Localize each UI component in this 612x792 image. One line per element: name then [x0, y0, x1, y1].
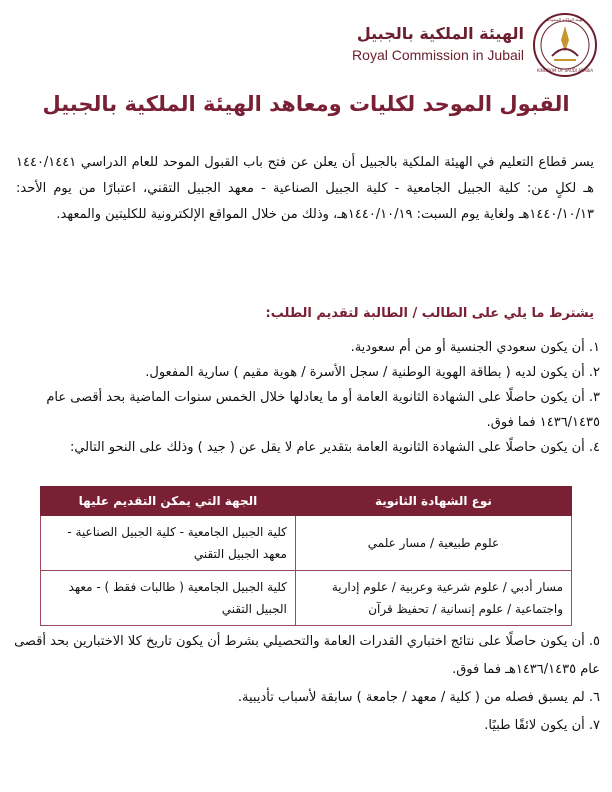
logo-text — [352, 24, 524, 64]
emblem-bottom-text: KINGDOM OF SAUDI ARABIA — [536, 68, 594, 73]
table-header: نوع الشهادة الثانوية — [295, 487, 571, 516]
intro-paragraph: يسر قطاع التعليم في الهيئة الملكية بالجبيل أن يعلن عن فتح باب القبول الموحد للعام الدراسي ١٤٤٠/١٤٤١ هـ لكلٍ من: كلية الجبيل الجامعية - كلية الجبيل الصناعية - معهد الجبيل التقني، اعتبارًا من يوم الأحد: ١٤٤٠/١٠/١٣هـ ولغاية يوم السبت: ١٤٤٠/١٠/١٩هـ، وذلك من خلال المواقع الإلكترونية للكليتين والمعهد. — [16, 155, 594, 222]
condition-item: ٤. أن يكون حاصلًا على الشهادة الثانوية العامة بتقدير عام لا يقل عن ( جيد ) وذلك على النحو التالي: — [69, 440, 600, 455]
conditions-title: يشترط ما يلي على الطالب / الطالبة لتقديم الطلب: — [265, 306, 594, 321]
table-cell: مسار أدبي / علوم شرعية وعربية / علوم إدارية واجتماعية / علوم إنسانية / تحفيظ قرآن — [295, 571, 571, 626]
table-header-row — [41, 487, 572, 516]
table-cell: كلية الجبيل الجامعية - كلية الجبيل الصناعية - معهد الجبيل التقني — [41, 516, 296, 571]
condition-item: ٧. أن يكون لائقًا طبيًا. — [484, 718, 600, 733]
table-header: الجهة التي يمكن التقديم عليها — [41, 487, 296, 516]
condition-item: ١. أن يكون سعودي الجنسية أو من أم سعودية. — [350, 340, 600, 355]
royal-commission-emblem-icon — [532, 12, 598, 78]
condition-item: ٢. أن يكون لديه ( بطاقة الهوية الوطنية / سجل الأسرة / هوية مقيم ) سارية المفعول. — [145, 365, 600, 380]
conditions-list-continued — [14, 628, 600, 740]
condition-item: ٥. أن يكون حاصلًا على نتائج اختباري القدرات العامة والتحصيلي بشرط أن يكون تاريخ كلا الاختبارين بحد أقصى عام ١٤٣٦/١٤٣٥هـ فما فوق. — [14, 634, 600, 677]
table-row — [41, 516, 572, 571]
org-name-ar: الهيئة الملكية بالجبيل — [356, 24, 524, 43]
condition-item: ٣. أن يكون حاصلًا على الشهادة الثانوية العامة أو ما يعادلها خلال الخمس سنوات الماضية بحد أقصى عام ١٤٣٦/١٤٣٥ فما فوق. — [46, 390, 600, 430]
emblem-ring-text: الهيئة الملكية السعودية — [546, 17, 584, 22]
table-row — [41, 571, 572, 626]
org-name-en: Royal Commission in Jubail — [352, 47, 524, 63]
table-cell: كلية الجبيل الجامعية ( طالبات فقط ) - معهد الجبيل التقني — [41, 571, 296, 626]
requirements-table — [40, 486, 572, 626]
condition-item: ٦. لم يسبق فصله من ( كلية / معهد / جامعة ) سابقة لأسباب تأديبية. — [237, 690, 600, 705]
header — [0, 0, 612, 86]
page-title: القبول الموحد لكليات ومعاهد الهيئة الملكية بالجبيل — [42, 92, 570, 116]
conditions-list — [14, 335, 600, 460]
table-cell: علوم طبيعية / مسار علمي — [295, 516, 571, 571]
